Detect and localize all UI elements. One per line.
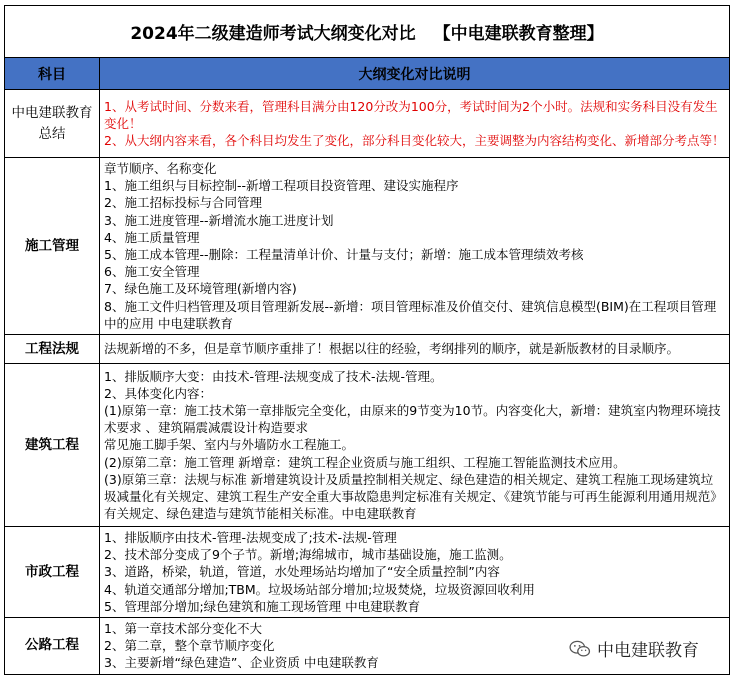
description-line: 2、具体变化内容： xyxy=(104,385,212,401)
description-line: 1、排版顺序由技术-管理-法规变成了;技术-法规-管理 xyxy=(104,530,397,546)
description-line: 2、从大纲内容来看，各个科目均发生了变化，部分科目变化较大，主要调整为内容结构变化、新增部分考点等！ xyxy=(104,133,725,149)
title-source: 【中电建联教育整理】 xyxy=(433,24,604,44)
subject-cell-municipal-engineering: 市政工程 xyxy=(5,527,100,618)
description-cell-engineering-law xyxy=(100,335,730,364)
description-line: 5、管理部分增加;绿色建筑和施工现场管理 中电建联教育 xyxy=(104,598,421,614)
subject-cell-construction-management: 施工管理 xyxy=(5,158,100,335)
description-line: 章节顺序、名称变化 xyxy=(104,161,217,176)
table-row xyxy=(5,90,730,158)
table-title: 2024年二级建造师考试大纲变化对比 xyxy=(130,24,416,44)
syllabus-comparison-table xyxy=(4,5,730,675)
table-row xyxy=(5,335,730,364)
description-line: 4、轨道交通部分增加;TBM。垃圾场站部分增加;垃圾焚烧，垃圾资源回收利用 xyxy=(104,581,535,597)
subject-cell-engineering-law: 工程法规 xyxy=(5,335,100,364)
header-row xyxy=(5,58,730,90)
description-line: 6、施工安全管理 xyxy=(104,264,200,280)
subject-cell-highway-engineering: 公路工程 xyxy=(5,618,100,675)
table-row xyxy=(5,527,730,618)
table-title-cell xyxy=(5,6,730,58)
table-row xyxy=(5,364,730,527)
header-subject: 科目 xyxy=(5,58,100,90)
description-line: 常见施工脚手架、室内与外墙防水工程施工。 xyxy=(104,437,355,453)
watermark xyxy=(569,636,699,661)
description-cell-summary xyxy=(100,90,730,158)
subject-cell-building-engineering: 建筑工程 xyxy=(5,364,100,527)
description-line: 3、主要新增“绿色建造”、企业资质 中电建联教育 xyxy=(104,655,379,671)
description-line: 2、第二章，整个章节顺序变化 xyxy=(104,638,275,654)
description-line: 7、绿色施工及环境管理(新增内容) xyxy=(104,281,297,297)
description-cell-municipal-engineering xyxy=(100,527,730,618)
description-line: 8、施工文件归档管理及项目管理新发展--新增：项目管理标准及价值交付、建筑信息模型(BIM)在工程项目管理中的应用 中电建联教育 xyxy=(104,298,717,331)
description-line: 1、施工组织与目标控制--新增工程项目投资管理、建设实施程序 xyxy=(104,178,459,194)
description-line: 4、施工质量管理 xyxy=(104,229,200,245)
description-line: (1)原第一章：施工技术第一章排版完全变化，由原来的9节变为10节。内容变化大，新增：建筑室内物理环境技术要求 、建筑隔震减震设计构造要求 xyxy=(104,403,721,436)
description-line: 1、从考试时间、分数来看，管理科目满分由120分改为100分，考试时间为2个小时。法规和实务科目没有发生变化！ xyxy=(104,98,718,131)
description-line: 2、技术部分变成了9个子节。新增;海绵城市，城市基础设施，施工监测。 xyxy=(104,547,512,563)
description-line: (2)原第二章：施工管理 新增章：建筑工程企业资质与施工组织、工程施工智能监测技术应用。 xyxy=(104,454,626,470)
watermark-text: 中电建联教育 xyxy=(597,641,699,661)
subject-cell-summary: 中电建联教育总结 xyxy=(5,90,100,158)
wechat-icon xyxy=(569,640,591,658)
description-line: 5、施工成本管理--删除：工程量清单计价、计量与支付；新增：施工成本管理绩效考核 xyxy=(104,247,584,263)
description-line: 1、排版顺序大变：由技术-管理-法规变成了技术-法规-管理。 xyxy=(104,368,443,384)
header-description: 大纲变化对比说明 xyxy=(100,58,730,90)
description-line: 3、施工进度管理--新增流水施工进度计划 xyxy=(104,212,334,228)
description-line: 2、施工招标投标与合同管理 xyxy=(104,195,262,211)
description-line: 法规新增的不多，但是章节顺序重排了！根据以往的经验，考纲排列的顺序，就是新版教材的目录顺序。 xyxy=(104,341,680,357)
description-line: 3、道路，桥梁，轨道，管道，水处理场站均增加了“安全质量控制”内容 xyxy=(104,564,500,580)
description-line: 1、第一章技术部分变化不大 xyxy=(104,621,262,637)
table-row xyxy=(5,158,730,335)
description-cell-building-engineering xyxy=(100,364,730,527)
description-line: (3)原第三章：法规与标准 新增建筑设计及质量控制相关规定、绿色建造的相关规定、建筑工程施工现场建筑垃圾减量化有关规定、建筑工程生产安全重大事故隐患判定标准有关规定、《建筑节能与可再生能源利用通用规范》有关规定、绿色建造与建筑节能相关标准。中电建联教育 xyxy=(104,471,723,522)
description-cell-construction-management xyxy=(100,158,730,335)
